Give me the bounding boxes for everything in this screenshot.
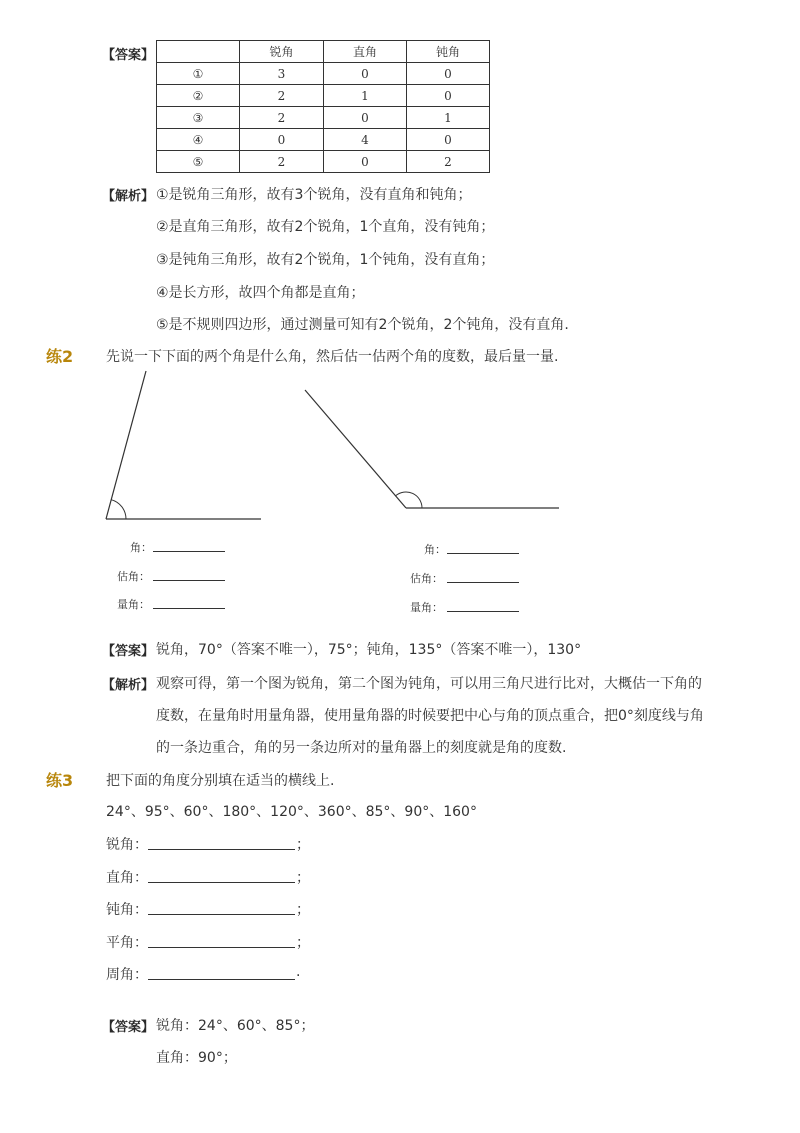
table-cell: 0 [324, 151, 407, 173]
exercise-3-answer-line: 直角：90°； [156, 1050, 237, 1066]
table-cell: 4 [324, 129, 407, 151]
table-cell: 2 [407, 151, 490, 173]
analysis-line: 的一条边重合，角的另一条边所对的量角器上的刻度就是角的度数. [156, 740, 567, 756]
table-cell: 0 [240, 129, 324, 151]
estimate-label: 估角： [117, 570, 150, 583]
estimate-blank[interactable] [447, 582, 519, 583]
analysis-line: ①是锐角三角形，故有3个锐角，没有直角和钝角； [156, 187, 472, 203]
estimate-label: 估角： [410, 572, 443, 585]
obtuse-blank[interactable] [148, 914, 295, 915]
measure-blank[interactable] [153, 608, 225, 609]
table-cell: ④ [157, 129, 240, 151]
blank-label: 锐角： [106, 837, 148, 853]
angle-type-blank[interactable] [447, 553, 519, 554]
table-cell: 1 [324, 85, 407, 107]
table-cell: 2 [240, 107, 324, 129]
angle-type-label: 角： [424, 543, 446, 556]
acute-angle-figure [106, 371, 261, 519]
table-cell: 3 [240, 63, 324, 85]
analysis-line: ⑤是不规则四边形，通过测量可知有2个锐角，2个钝角，没有直角. [156, 317, 569, 333]
analysis-line: 度数，在量角时用量角器，使用量角器的时候要把中心与角的顶点重合，把0°刻度线与角 [156, 708, 704, 724]
measure-blank[interactable] [447, 611, 519, 612]
right-blank[interactable] [148, 882, 295, 883]
blank-label: 直角： [106, 870, 148, 886]
answer-label: 【答案】 [102, 644, 155, 659]
blank-end: ； [296, 935, 310, 951]
measure-label: 量角： [117, 598, 150, 611]
analysis-line: ④是长方形，故四个角都是直角； [156, 285, 365, 301]
analysis-label: 【解析】 [102, 678, 155, 693]
straight-blank[interactable] [148, 947, 295, 948]
table-cell: 0 [324, 107, 407, 129]
acute-blank[interactable] [148, 849, 295, 850]
estimate-blank[interactable] [153, 580, 225, 581]
analysis-line: 观察可得，第一个图为锐角，第二个图为钝角，可以用三角尺进行比对，大概估一下角的 [156, 676, 702, 692]
analysis-label: 【解析】 [102, 189, 155, 204]
blank-end: . [296, 964, 301, 980]
table-cell: 0 [407, 63, 490, 85]
exercise-2-question: 先说一下下面的两个角是什么角，然后估一估两个角的度数，最后量一量. [106, 349, 559, 365]
blank-label: 平角： [106, 935, 148, 951]
answer-label: 【答案】 [102, 48, 155, 63]
table-cell: 2 [240, 151, 324, 173]
exercise-3-question: 把下面的角度分别填在适当的横线上. [106, 773, 335, 789]
table-header-cell: 钝角 [407, 41, 490, 63]
table-cell: ② [157, 85, 240, 107]
table-cell: 2 [240, 85, 324, 107]
table-cell: 0 [324, 63, 407, 85]
table-cell: 0 [407, 129, 490, 151]
exercise-3-number: 练3 [46, 771, 74, 790]
angle-values-list: 24°、95°、60°、180°、120°、360°、85°、90°、160° [106, 804, 477, 820]
angle-type-blank[interactable] [153, 551, 225, 552]
blank-end: ； [296, 870, 310, 886]
table-header-cell: 直角 [324, 41, 407, 63]
blank-end: ； [296, 837, 310, 853]
exercise-3-answer-line: 锐角：24°、60°、85°； [156, 1018, 315, 1034]
answer-label: 【答案】 [102, 1020, 155, 1035]
blank-label: 周角： [106, 967, 148, 983]
table-cell: 1 [407, 107, 490, 129]
blank-label: 钝角： [106, 902, 148, 918]
table-cell: ③ [157, 107, 240, 129]
measure-label: 量角： [410, 601, 443, 614]
table-cell: 0 [407, 85, 490, 107]
angle-type-label: 角： [130, 541, 152, 554]
exercise-2-number: 练2 [46, 347, 74, 366]
table-cell: ① [157, 63, 240, 85]
obtuse-angle-figure [305, 390, 559, 508]
full-blank[interactable] [148, 979, 295, 980]
table-cell: ⑤ [157, 151, 240, 173]
table-header-cell: 锐角 [240, 41, 324, 63]
exercise-2-answer: 锐角，70°（答案不唯一），75°；钝角，135°（答案不唯一），130° [156, 642, 582, 658]
analysis-line: ②是直角三角形，故有2个锐角，1个直角，没有钝角； [156, 219, 495, 235]
blank-end: ； [296, 902, 310, 918]
analysis-line: ③是钝角三角形，故有2个锐角，1个钝角，没有直角； [156, 252, 495, 268]
